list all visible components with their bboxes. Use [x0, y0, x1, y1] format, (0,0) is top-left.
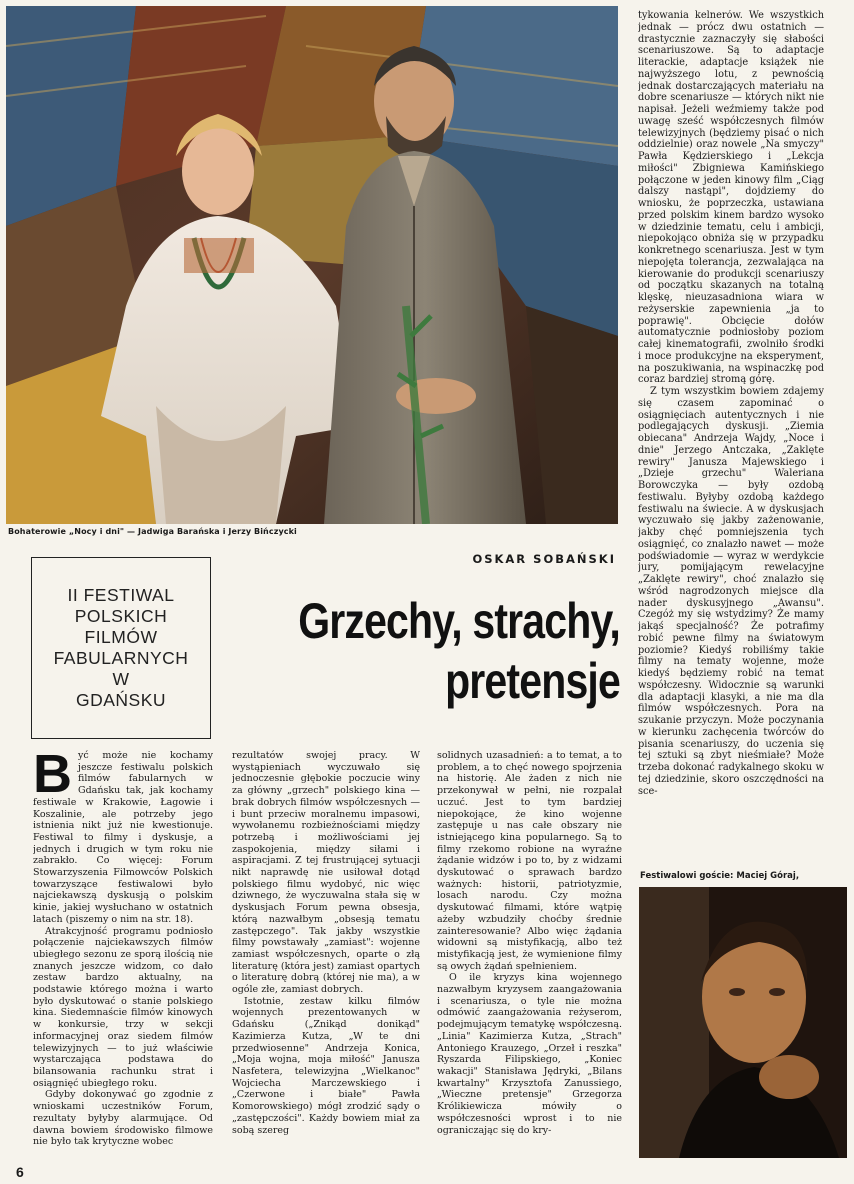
article-column-1: [33, 750, 213, 1165]
paragraph: Atrakcyjność programu podniosło połączenie najciekawszych filmów ubiegłego sezonu ze sporą ilością nie znanych jeszcze widzom, co dało zestaw bardzo aktualny, na podstawie którego można i warto było dyskutować o stanie polskiego kina. Siedemnaście filmów kinowych w konkursie, trzy w sekcji informacyjnej oraz siedem filmów telewizyjnych — to już właściwie wystarczająca podstawa do bilansowania rachunku strat i osiągnięć ubiegłego roku.: [33, 925, 213, 1089]
author-name: OSKAR SOBAŃSKI: [472, 552, 616, 566]
festival-line: FILMÓW: [84, 627, 158, 647]
festival-title-box: [31, 557, 211, 739]
article-column-4: [638, 10, 824, 862]
headline-line-2: pretensje: [445, 653, 620, 709]
festival-line: W: [112, 669, 130, 689]
page-number: 6: [16, 1164, 24, 1180]
lead-paragraph: yć może nie kochamy jeszcze festiwalu polskich filmów fabularnych w Gdańsku tak, jak kochamy festiwale w Krakowie, Łagowie i Koszalinie, ale potrzeby jego istnienia nikt już nie kwestionuje. Festiwal to filmy i dyskusje, a jednych i drugich w tym roku nie zabrakło. Co więcej: Forum Stowarzyszenia Filmowców Polskich towarzyszące festiwalowi było najciekawszą dyskusją o polskim kinie, jakiej wysłuchano w ostatnich latach (piszemy o nim na str. 18).: [33, 750, 213, 925]
festival-line: FABULARNYCH: [53, 648, 189, 668]
photo-guest: [639, 887, 847, 1158]
drop-cap: B: [33, 750, 72, 804]
photo-actors: [6, 6, 618, 524]
headline-line-1: Grzechy, strachy,: [298, 593, 620, 649]
paragraph: Z tym wszystkim bowiem zdajemy się czasem zapominać o osiągnięciach autentycznych i nie podlegających dyskusji. „Ziemia obiecana" Andrzeja Wajdy, „Noce i dnie" Jerzego Antczaka, „Zaklęte rewiry" Janusza Majewskiego i „Dzieje grzechu" Waleriana Borowczyka — były ozdobą festiwalu. Byłyby ozdobą każdego festiwalu na świecie. A w dyskusjach wyczuwało się jakby zażenowanie, jakby chęć pomniejszenia tych osiągnięć, co znalazło nawet — może podświadomie — wyraz w werdykcie jury, pomijającym rewelacyjne „Zaklęte rewiry", choć znalazło się wśród nagrodzonych miejsce dla nader dyskusyjnego „Awansu". Czegóż my się wstydzimy? Że mamy jakąś specjalność? Że potrafimy robić pewne filmy na światowym poziomie? Kiedyś robiliśmy takie filmy na tematy wojenne, może kiedyś będziemy robić na temat współczesny. Widocznie są warunki dla adaptacji klasyki, a nie ma dla filmów współczesnych. Pora na szukanie przyczyn. Może poczynania w kierunku zachęcenia twórców do pisania scenariuszy, do uczenia się tej sztuki są zbyt nieśmiałe? Może trzeba dokonać radykalnego skoku w tej dziedzinie, skoro oszczędności na sce-: [638, 386, 824, 797]
paragraph: O ile kryzys kina wojennego nazwałbym kryzysem zaangażowania i scenariusza, o tyle nie można odmówić zaangażowania reżyserom, podejmującym tematykę współczesną. „Linia" Kazimierza Kutza, „Strach" Antoniego Krauzego, „Orzeł i reszka" Ryszarda Filipskiego, „Koniec wakacji" Stanisława Jędryki, „Bilans kwartalny" Krzysztofa Zanussiego, „Wieczne pretensje" Grzegorza Królikiewicza mówiły o współczesności wprost i to nie ograniczając się do kry-: [437, 972, 622, 1136]
festival-line: POLSKICH: [74, 606, 168, 626]
photo-actors-image: [6, 6, 618, 524]
article-column-2: [232, 750, 420, 1165]
festival-line: GDAŃSKU: [75, 690, 167, 710]
festival-line: II FESTIWAL: [67, 585, 175, 605]
paragraph: Gdyby dokonywać go zgodnie z wnioskami uczestników Forum, rezultaty byłyby alarmujące. Od dawna bowiem środowisko filmowe nie było tak krytyczne wobec: [33, 1089, 213, 1148]
paragraph: solidnych uzasadnień: a to temat, a to problem, a to chęć nowego spojrzenia na historię. Ale żaden z nich nie przekonywał w pełni, nie rozpalał uczuć. Jest to tym bardziej niepokojące, że kino wojenne zastępuje u nas całe obszary nie istniejącego kina popularnego. Są to filmy rzekomo robione na wyraźne żądanie widzów i po to, by z widzami dyskutować o sprawach bardzo ważnych: historii, patriotyzmie, losach narodu. Czy można dyskutować filmami, które wątpię ażeby wzbudziły choćby średnie zainteresowanie? Albo więc żądania widowni są mistyfikacją, albo też mistyfikacją jest, że wymienione filmy są owych żądań spełnieniem.: [437, 750, 622, 972]
paragraph: Istotnie, zestaw kilku filmów wojennych prezentowanych w Gdańsku („Znikąd donikąd" Kazimierza Kutza, „W te dni przedwiosenne" Andrzeja Konica, „Moja wojna, moja miłość" Janusza Nasfetera, telewizyjna „Wielkanoc" Wojciecha Marczewskiego i „Czerwone i białe" Pawła Komorowskiego) mógł zrodzić sądy o „zastępczości". Każdy bowiem miał za sobą szereg: [232, 995, 420, 1136]
photo-guest-image: [639, 887, 847, 1158]
article-column-3: [437, 750, 622, 1165]
paragraph: tykowania kelnerów. We wszystkich jednak — prócz dwu ostatnich — drastycznie zaznaczyły się słabości scenariuszowe. Są to adaptacje literackie, adaptacje książek nie najwyższego lotu, z pewnością jednak dostarczających materiału na dobre scenariusze — których nikt nie napisał. Jeżeli weźmiemy także pod uwagę sześć współczesnych filmów telewizyjnych (będziemy pisać o nich oddzielnie) oraz nowele „Na smyczy" Pawła Kędzierskiego i „Lekcja miłości" Zbigniewa Kamińskiego połączone w jeden kinowy film „Ciąg dalszy nastąpi", dojdziemy do wniosku, że poprzeczka, ustawiana przed polskim kinem bardzo wysoko w dziedzinie tematu, celu i ambicji, niepokojąco obniża się w przypadku konkretnego scenariusza. Jest w tym niepojęta tolerancja, zezwalająca na kierowanie do produkcji scenariuszy od początku skazanych na totalną klęskę, nieuzasadniona wiara w reżyserskie zapewnienia „ja to poprawię". Obcięcie dołów automatycznie podniosłoby poziom całej kinematografii, zwolniło środki i moce produkcyjne na eksperyment, na poszukiwania, na wspinaczkę pod coraz bardziej stromą górę.: [638, 10, 824, 386]
paragraph: rezultatów swojej pracy. W wystąpieniach wyczuwało się jednoczesnie głębokie poczucie winy za główny „grzech" polskiego kina — brak dobrych filmów współczesnych — i bunt przeciw moralnemu impasowi, wywołanemu rozbieżnościami między potrzebą i możliwościami jej zaspokojenia, między siłami i aspiracjami. Z tej frustrującej sytuacji nikt naprawdę nie usiłował dotąd polskiego filmu wydobyć, nic więc dziwnego, że wyczuwalna stała się w dyskusjach Forum pewna obsesja, którą nazwałbym „obsesją tematu zastępczego". Tak jakby wszystkie filmy powstawały „zamiast": wojenne zamiast współczesnych, oparte o złą literaturę (która jest) zamiast opartych o literaturę dobrą (której nie ma), a w ogóle złe, zamiast dobrych.: [232, 750, 420, 996]
photo-caption: Bohaterowie „Nocy i dni" — Jadwiga Barańska i Jerzy Bińczycki: [8, 527, 297, 536]
photo-caption-guest: Festiwalowi goście: Maciej Gόraj,: [640, 871, 800, 881]
article-headline: [218, 593, 620, 709]
